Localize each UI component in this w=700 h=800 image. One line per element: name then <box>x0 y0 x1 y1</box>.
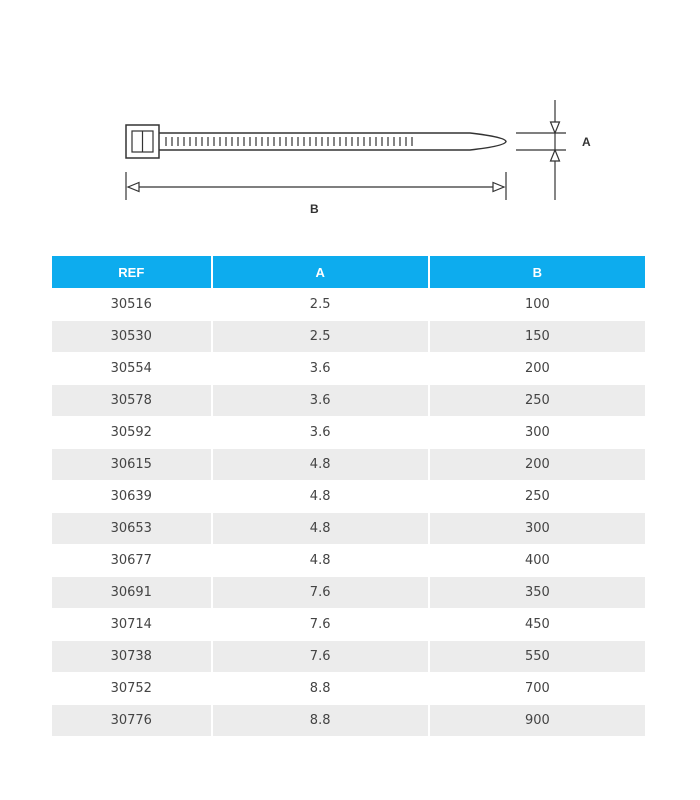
cell-ref: 30592 <box>52 416 213 448</box>
cell-a: 4.8 <box>213 480 430 512</box>
cell-ref: 30615 <box>52 448 213 480</box>
table-row <box>52 640 645 672</box>
cell-ref: 30639 <box>52 480 213 512</box>
cell-b: 200 <box>430 352 645 384</box>
cell-ref: 30516 <box>52 288 213 320</box>
table-body <box>52 288 645 736</box>
cell-b: 300 <box>430 416 645 448</box>
table-row <box>52 320 645 352</box>
cell-a: 3.6 <box>213 416 430 448</box>
cell-ref: 30653 <box>52 512 213 544</box>
cell-b: 900 <box>430 704 645 736</box>
cell-a: 4.8 <box>213 448 430 480</box>
cell-ref: 30752 <box>52 672 213 704</box>
cell-a: 7.6 <box>213 640 430 672</box>
table-row <box>52 512 645 544</box>
cell-ref: 30776 <box>52 704 213 736</box>
cable-tie-drawing <box>0 0 700 240</box>
table-row <box>52 544 645 576</box>
table-header-row <box>52 256 645 288</box>
cell-b: 250 <box>430 480 645 512</box>
cell-b: 550 <box>430 640 645 672</box>
cell-a: 7.6 <box>213 576 430 608</box>
spec-table <box>52 256 645 736</box>
cell-a: 7.6 <box>213 608 430 640</box>
cell-ref: 30578 <box>52 384 213 416</box>
cell-b: 150 <box>430 320 645 352</box>
cell-b: 300 <box>430 512 645 544</box>
cell-a: 4.8 <box>213 512 430 544</box>
table-row <box>52 384 645 416</box>
cell-b: 350 <box>430 576 645 608</box>
cell-ref: 30677 <box>52 544 213 576</box>
column-header-a: A <box>213 256 430 288</box>
cell-ref: 30554 <box>52 352 213 384</box>
cell-a: 3.6 <box>213 352 430 384</box>
dimension-b-label: B <box>310 202 319 216</box>
column-header-b: B <box>430 256 645 288</box>
cell-b: 250 <box>430 384 645 416</box>
dimension-a-label: A <box>582 135 591 149</box>
cell-b: 450 <box>430 608 645 640</box>
table-row <box>52 576 645 608</box>
cable-tie-diagram <box>0 0 700 240</box>
cell-ref: 30691 <box>52 576 213 608</box>
cell-ref: 30714 <box>52 608 213 640</box>
cell-ref: 30530 <box>52 320 213 352</box>
cell-a: 4.8 <box>213 544 430 576</box>
cell-a: 3.6 <box>213 384 430 416</box>
table-row <box>52 608 645 640</box>
table-row <box>52 352 645 384</box>
cell-b: 200 <box>430 448 645 480</box>
cell-b: 100 <box>430 288 645 320</box>
cell-b: 700 <box>430 672 645 704</box>
table-row <box>52 448 645 480</box>
cell-b: 400 <box>430 544 645 576</box>
cell-a: 8.8 <box>213 672 430 704</box>
cell-a: 2.5 <box>213 320 430 352</box>
table-row <box>52 672 645 704</box>
table-row <box>52 480 645 512</box>
cell-a: 8.8 <box>213 704 430 736</box>
table-row <box>52 288 645 320</box>
table-row <box>52 416 645 448</box>
cell-ref: 30738 <box>52 640 213 672</box>
cell-a: 2.5 <box>213 288 430 320</box>
tie-teeth <box>166 137 412 146</box>
tie-strap <box>159 133 506 150</box>
table-row <box>52 704 645 736</box>
column-header-ref: REF <box>52 256 213 288</box>
